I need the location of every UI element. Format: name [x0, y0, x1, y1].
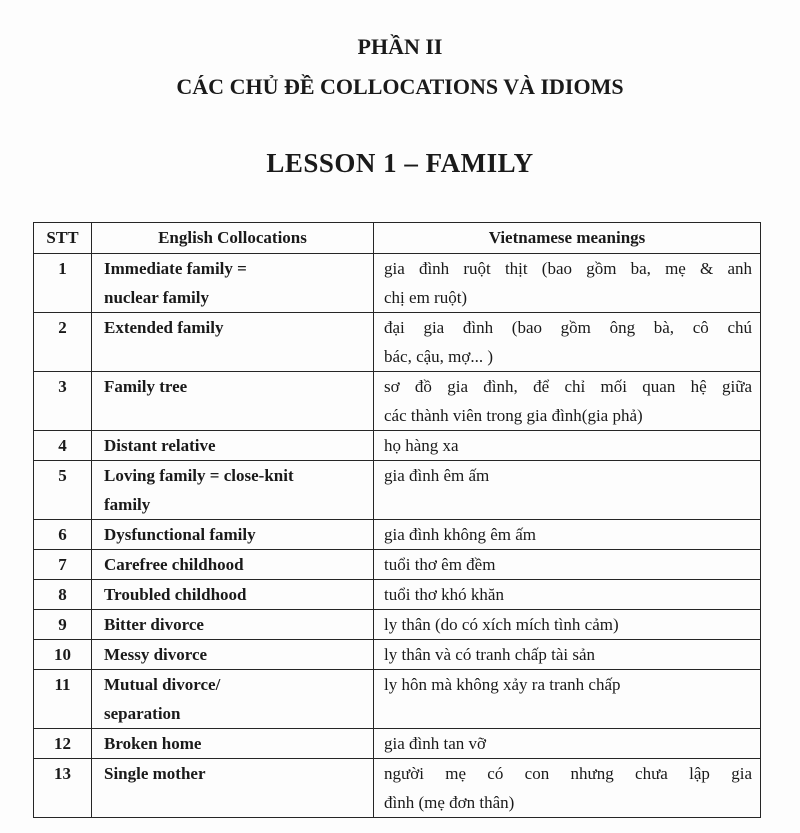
col-header-stt: STT: [34, 223, 92, 254]
document-header: [0, 33, 800, 180]
text-line: family: [104, 495, 151, 514]
text-line: nuclear family: [104, 288, 209, 307]
stt-cell: 5: [34, 461, 92, 520]
vietnamese-cell: [374, 254, 761, 313]
english-cell: Family tree: [92, 372, 374, 431]
table-row: [34, 254, 761, 313]
english-cell: [92, 461, 374, 520]
english-cell: Distant relative: [92, 431, 374, 461]
stt-cell: 9: [34, 610, 92, 640]
vietnamese-cell: gia đình tan vỡ: [374, 729, 761, 759]
table-row: [34, 580, 761, 610]
table-header-row: [34, 223, 761, 254]
stt-cell: 11: [34, 670, 92, 729]
collocations-table-body: [34, 254, 761, 818]
english-cell: Dysfunctional family: [92, 520, 374, 550]
english-cell: [92, 670, 374, 729]
text-line: các thành viên trong gia đình(gia phả): [384, 406, 643, 425]
vietnamese-cell: ly thân (do có xích mích tình cảm): [374, 610, 761, 640]
table-row: [34, 729, 761, 759]
text-line: bác, cậu, mợ... ): [384, 347, 494, 366]
table-row: [34, 610, 761, 640]
text-line: đình (mẹ đơn thân): [384, 793, 515, 812]
stt-cell: 12: [34, 729, 92, 759]
col-header-english: English Collocations: [92, 223, 374, 254]
part-heading: PHẦN II: [357, 34, 443, 59]
stt-cell: 7: [34, 550, 92, 580]
table-row: [34, 461, 761, 520]
text-line: người mẹ có con nhưng chưa lập gia: [384, 764, 752, 783]
table-row: [34, 759, 761, 818]
text-line: separation: [104, 704, 181, 723]
english-cell: Bitter divorce: [92, 610, 374, 640]
vietnamese-cell: tuổi thơ khó khăn: [374, 580, 761, 610]
stt-cell: 10: [34, 640, 92, 670]
text-line: gia đình ruột thịt (bao gồm ba, mẹ & anh: [384, 259, 752, 278]
vietnamese-cell: [374, 372, 761, 431]
vietnamese-cell: tuổi thơ êm đềm: [374, 550, 761, 580]
stt-cell: 2: [34, 313, 92, 372]
english-cell: Single mother: [92, 759, 374, 818]
col-header-vietnamese: Vietnamese meanings: [374, 223, 761, 254]
table-row: [34, 372, 761, 431]
text-line: sơ đồ gia đình, để chỉ mối quan hệ giữa: [384, 377, 752, 396]
stt-cell: 1: [34, 254, 92, 313]
collocations-table: [33, 222, 761, 818]
english-cell: Troubled childhood: [92, 580, 374, 610]
english-cell: Broken home: [92, 729, 374, 759]
vietnamese-cell: ly thân và có tranh chấp tài sản: [374, 640, 761, 670]
vietnamese-cell: [374, 759, 761, 818]
english-cell: [92, 254, 374, 313]
text-line: chị em ruột): [384, 288, 468, 307]
vietnamese-cell: [374, 313, 761, 372]
text-line: đại gia đình (bao gồm ông bà, cô chú: [384, 318, 752, 337]
table-row: [34, 640, 761, 670]
table-row: [34, 670, 761, 729]
vietnamese-cell: gia đình êm ấm: [374, 461, 761, 520]
text-line: Loving family = close-knit: [104, 466, 294, 485]
stt-cell: 8: [34, 580, 92, 610]
stt-cell: 6: [34, 520, 92, 550]
table-row: [34, 431, 761, 461]
document-page: [0, 33, 800, 833]
text-line: Immediate family =: [104, 259, 247, 278]
stt-cell: 4: [34, 431, 92, 461]
vietnamese-cell: gia đình không êm ấm: [374, 520, 761, 550]
english-cell: Extended family: [92, 313, 374, 372]
english-cell: Carefree childhood: [92, 550, 374, 580]
vietnamese-cell: ly hôn mà không xảy ra tranh chấp: [374, 670, 761, 729]
section-heading: CÁC CHỦ ĐỀ COLLOCATIONS VÀ IDIOMS: [176, 74, 624, 99]
stt-cell: 3: [34, 372, 92, 431]
vietnamese-cell: họ hàng xa: [374, 431, 761, 461]
table-row: [34, 313, 761, 372]
text-line: Mutual divorce/: [104, 675, 221, 694]
english-cell: Messy divorce: [92, 640, 374, 670]
stt-cell: 13: [34, 759, 92, 818]
lesson-title: LESSON 1 – FAMILY: [266, 148, 534, 178]
table-row: [34, 520, 761, 550]
table-row: [34, 550, 761, 580]
